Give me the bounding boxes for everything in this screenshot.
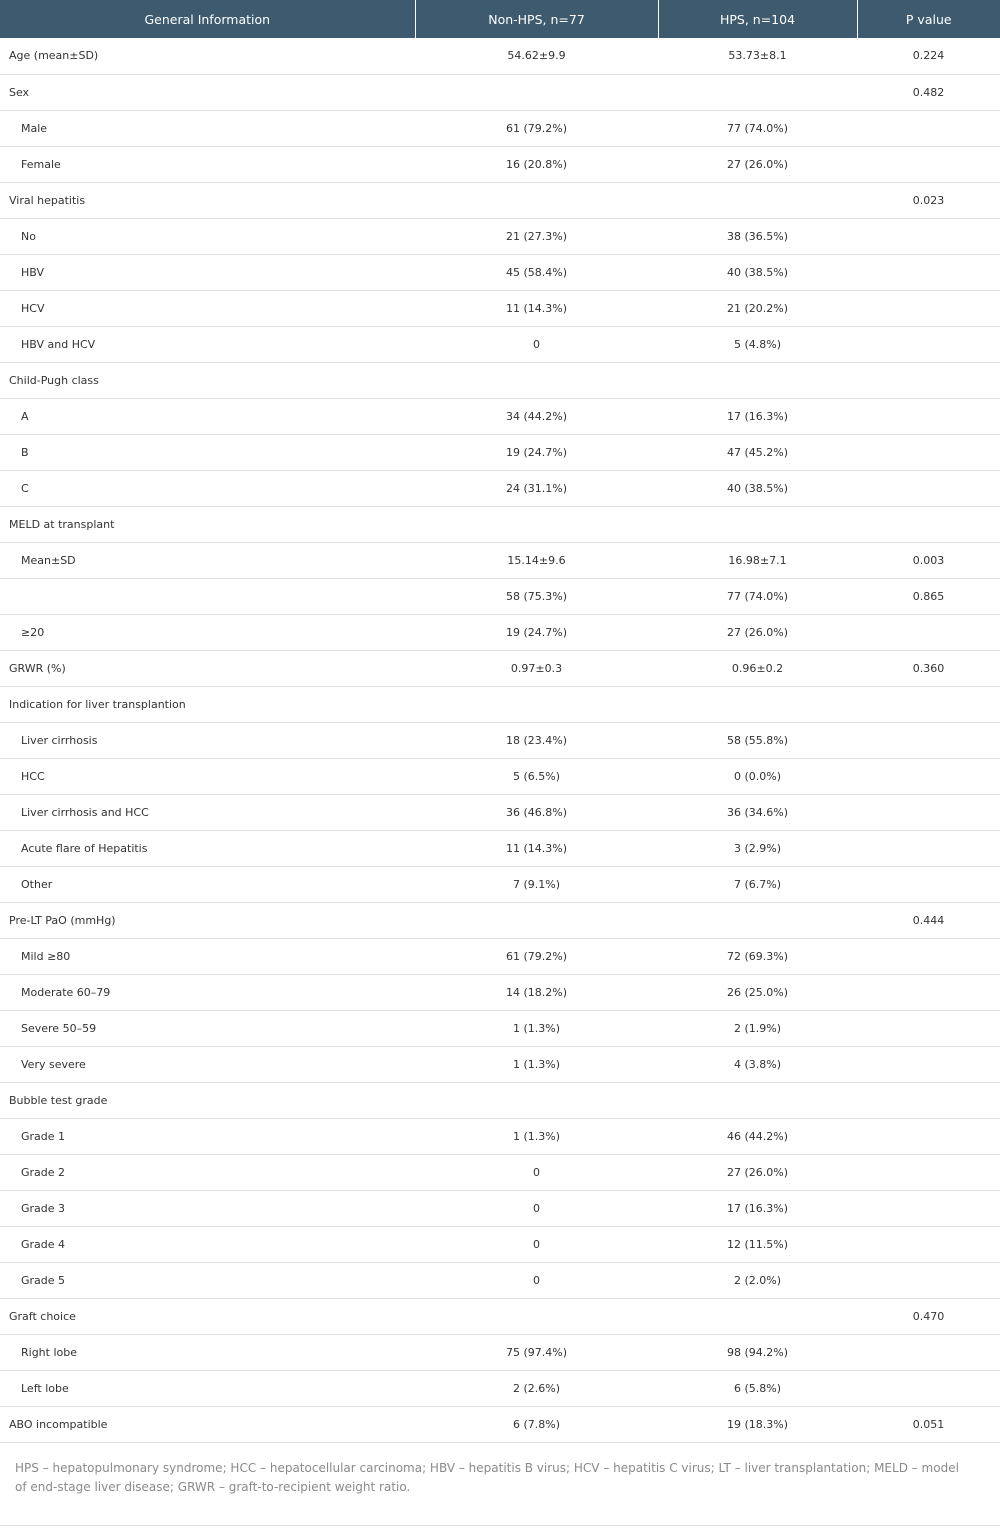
cell-non-hps: 21 (27.3%): [415, 218, 658, 254]
header-non-hps: Non-HPS, n=77: [415, 0, 658, 38]
cell-non-hps: [415, 686, 658, 722]
cell-non-hps: [415, 182, 658, 218]
table-row: [0, 1118, 1000, 1154]
table-row: [0, 146, 1000, 182]
cell-p-value: [857, 218, 1000, 254]
row-label: Liver cirrhosis: [0, 722, 415, 758]
row-label: C: [0, 470, 415, 506]
cell-hps: 16.98±7.1: [658, 542, 857, 578]
cell-non-hps: 1 (1.3%): [415, 1046, 658, 1082]
cell-hps: 0 (0.0%): [658, 758, 857, 794]
cell-p-value: [857, 1334, 1000, 1370]
cell-non-hps: 18 (23.4%): [415, 722, 658, 758]
cell-hps: 36 (34.6%): [658, 794, 857, 830]
cell-p-value: [857, 866, 1000, 902]
cell-non-hps: 11 (14.3%): [415, 830, 658, 866]
cell-non-hps: 0: [415, 1190, 658, 1226]
cell-hps: 12 (11.5%): [658, 1226, 857, 1262]
cell-p-value: [857, 830, 1000, 866]
cell-hps: 6 (5.8%): [658, 1370, 857, 1406]
cell-p-value: [857, 974, 1000, 1010]
cell-hps: [658, 182, 857, 218]
cell-non-hps: 16 (20.8%): [415, 146, 658, 182]
row-label: ≥20: [0, 614, 415, 650]
table-row: [0, 74, 1000, 110]
cell-p-value: [857, 938, 1000, 974]
table-row: [0, 1298, 1000, 1334]
row-label: HCV: [0, 290, 415, 326]
row-label: Left lobe: [0, 1370, 415, 1406]
row-label: [0, 578, 415, 614]
cell-non-hps: 14 (18.2%): [415, 974, 658, 1010]
row-label: Sex: [0, 74, 415, 110]
row-label: Graft choice: [0, 1298, 415, 1334]
table-row: [0, 398, 1000, 434]
cell-p-value: 0.023: [857, 182, 1000, 218]
cell-non-hps: [415, 1298, 658, 1334]
cell-non-hps: 36 (46.8%): [415, 794, 658, 830]
cell-p-value: [857, 326, 1000, 362]
cell-hps: 5 (4.8%): [658, 326, 857, 362]
cell-non-hps: [415, 362, 658, 398]
cell-p-value: [857, 1046, 1000, 1082]
cell-p-value: 0.482: [857, 74, 1000, 110]
row-label: HCC: [0, 758, 415, 794]
row-label: HBV and HCV: [0, 326, 415, 362]
cell-non-hps: 34 (44.2%): [415, 398, 658, 434]
cell-hps: 47 (45.2%): [658, 434, 857, 470]
table-row: [0, 506, 1000, 542]
cell-non-hps: 54.62±9.9: [507, 49, 566, 63]
row-label: ABO incompatible: [0, 1406, 415, 1442]
cell-non-hps: 0: [415, 1262, 658, 1298]
cell-hps: 58 (55.8%): [658, 722, 857, 758]
cell-non-hps: 75 (97.4%): [415, 1334, 658, 1370]
table-body: [0, 38, 1000, 1442]
table-row: [0, 1406, 1000, 1442]
row-label: Grade 1: [0, 1118, 415, 1154]
row-label: Moderate 60–79: [0, 974, 415, 1010]
table-row: [0, 902, 1000, 938]
table-row: [0, 470, 1000, 506]
header-p-value: P value: [857, 0, 1000, 38]
cell-hps: 3 (2.9%): [658, 830, 857, 866]
cell-hps: 2 (1.9%): [658, 1010, 857, 1046]
cell-p-value: [857, 290, 1000, 326]
table-row: [0, 614, 1000, 650]
cell-non-hps: 7 (9.1%): [415, 866, 658, 902]
cell-hps: 17 (16.3%): [658, 1190, 857, 1226]
cell-p-value: 0.360: [857, 650, 1000, 686]
cell-p-value: 0.051: [857, 1406, 1000, 1442]
cell-p-value: [857, 794, 1000, 830]
table-row: [0, 218, 1000, 254]
cell-hps: 27 (26.0%): [658, 614, 857, 650]
cell-hps: 7 (6.7%): [658, 866, 857, 902]
cell-p-value: 0.003: [857, 542, 1000, 578]
cell-p-value: [857, 146, 1000, 182]
cell-hps: 27 (26.0%): [658, 146, 857, 182]
row-label: Acute flare of Hepatitis: [0, 830, 415, 866]
cell-p-value: [857, 398, 1000, 434]
table-row: [0, 866, 1000, 902]
row-label: MELD at transplant: [0, 506, 415, 542]
cell-non-hps: 5 (6.5%): [415, 758, 658, 794]
table-row: [0, 1262, 1000, 1298]
row-label: Severe 50–59: [0, 1010, 415, 1046]
table-row: [0, 542, 1000, 578]
table-row: [0, 794, 1000, 830]
row-label: Age (mean±SD): [9, 49, 99, 63]
cell-non-hps: 61 (79.2%): [415, 938, 658, 974]
table-row: [0, 1334, 1000, 1370]
row-label: Other: [0, 866, 415, 902]
cell-hps: 21 (20.2%): [658, 290, 857, 326]
table-row: [0, 434, 1000, 470]
cell-hps: 46 (44.2%): [658, 1118, 857, 1154]
table-row: [0, 974, 1000, 1010]
table-row: [0, 686, 1000, 722]
cell-non-hps: 61 (79.2%): [415, 110, 658, 146]
cell-non-hps: 2 (2.6%): [415, 1370, 658, 1406]
cell-p-value: [857, 722, 1000, 758]
table-header: [0, 0, 1000, 38]
table-row: [0, 110, 1000, 146]
cell-hps: [658, 506, 857, 542]
table-row: [0, 362, 1000, 398]
cell-p-value: 0.865: [857, 578, 1000, 614]
cell-non-hps: 19 (24.7%): [415, 614, 658, 650]
table-row: [0, 1082, 1000, 1118]
header-row: [0, 0, 1000, 38]
cell-hps: 53.73±8.1: [728, 49, 787, 63]
cell-non-hps: 6 (7.8%): [415, 1406, 658, 1442]
cell-non-hps: 0: [415, 1226, 658, 1262]
table-row: [0, 938, 1000, 974]
cell-p-value: [857, 1226, 1000, 1262]
row-label: Mean±SD: [0, 542, 415, 578]
bottom-divider: [0, 1525, 1000, 1526]
cell-non-hps: [415, 74, 658, 110]
table-row: [0, 38, 1000, 74]
row-label: Grade 4: [0, 1226, 415, 1262]
header-hps: HPS, n=104: [658, 0, 857, 38]
cell-non-hps: [415, 1082, 658, 1118]
cell-p-value: [857, 1190, 1000, 1226]
cell-p-value: 0.224: [912, 49, 945, 63]
cell-hps: 40 (38.5%): [658, 470, 857, 506]
row-label: Grade 3: [0, 1190, 415, 1226]
cell-p-value: 0.470: [857, 1298, 1000, 1334]
cell-p-value: [857, 614, 1000, 650]
cell-non-hps: [415, 506, 658, 542]
row-label: Indication for liver transplantion: [0, 686, 415, 722]
cell-hps: 77 (74.0%): [658, 578, 857, 614]
row-label: Liver cirrhosis and HCC: [0, 794, 415, 830]
cell-non-hps: 1 (1.3%): [415, 1118, 658, 1154]
row-label: GRWR (%): [0, 650, 415, 686]
row-label: B: [0, 434, 415, 470]
row-label: Grade 2: [0, 1154, 415, 1190]
row-label: Viral hepatitis: [0, 182, 415, 218]
cell-non-hps: 15.14±9.6: [415, 542, 658, 578]
cell-p-value: [857, 470, 1000, 506]
cell-hps: [658, 902, 857, 938]
header-general-information: General Information: [0, 0, 415, 38]
table-row: [0, 1046, 1000, 1082]
cell-hps: [658, 686, 857, 722]
table-row: [0, 254, 1000, 290]
row-label: Mild ≥80: [0, 938, 415, 974]
cell-p-value: 0.444: [857, 902, 1000, 938]
table-footnote: HPS – hepatopulmonary syndrome; HCC – hepatocellular carcinoma; HBV – hepatitis B virus; HCV – hepatitis C virus; LT – liver transplantation; MELD – model of end-stage liver disease; GRWR – graft-to-recipient weight ratio.: [15, 1460, 959, 1494]
table-row: [0, 758, 1000, 794]
cell-hps: 0.96±0.2: [658, 650, 857, 686]
row-label: Right lobe: [0, 1334, 415, 1370]
row-label: No: [0, 218, 415, 254]
cell-hps: [658, 1298, 857, 1334]
table-row: [0, 290, 1000, 326]
row-label: Female: [0, 146, 415, 182]
cell-hps: 72 (69.3%): [658, 938, 857, 974]
cell-non-hps: 1 (1.3%): [415, 1010, 658, 1046]
cell-non-hps: 11 (14.3%): [415, 290, 658, 326]
cell-non-hps: 58 (75.3%): [415, 578, 658, 614]
table-row: [0, 1370, 1000, 1406]
cell-hps: 77 (74.0%): [658, 110, 857, 146]
row-label: Grade 5: [0, 1262, 415, 1298]
cell-hps: 27 (26.0%): [658, 1154, 857, 1190]
cell-non-hps: 19 (24.7%): [415, 434, 658, 470]
cell-hps: 98 (94.2%): [658, 1334, 857, 1370]
cell-p-value: [857, 1010, 1000, 1046]
row-label: Male: [0, 110, 415, 146]
table-row: [0, 830, 1000, 866]
table-row: [0, 1154, 1000, 1190]
table-row: [0, 1190, 1000, 1226]
cell-p-value: [857, 254, 1000, 290]
row-label: Very severe: [0, 1046, 415, 1082]
cell-p-value: [857, 1370, 1000, 1406]
row-label: A: [0, 398, 415, 434]
cell-p-value: [857, 1082, 1000, 1118]
cell-hps: 2 (2.0%): [658, 1262, 857, 1298]
row-label: HBV: [0, 254, 415, 290]
cell-hps: 26 (25.0%): [658, 974, 857, 1010]
cell-p-value: [857, 1118, 1000, 1154]
cell-hps: [658, 1082, 857, 1118]
cell-p-value: [857, 686, 1000, 722]
cell-hps: 40 (38.5%): [658, 254, 857, 290]
table-row: [0, 1226, 1000, 1262]
table-row: [0, 326, 1000, 362]
cell-hps: 4 (3.8%): [658, 1046, 857, 1082]
table-row: [0, 182, 1000, 218]
cell-p-value: [857, 1154, 1000, 1190]
cell-hps: 19 (18.3%): [658, 1406, 857, 1442]
table-row: [0, 1010, 1000, 1046]
cell-non-hps: 24 (31.1%): [415, 470, 658, 506]
cell-p-value: [857, 434, 1000, 470]
cell-p-value: [857, 110, 1000, 146]
cell-non-hps: 0: [415, 326, 658, 362]
row-label: Child-Pugh class: [0, 362, 415, 398]
table-row: [0, 722, 1000, 758]
cell-p-value: [857, 1262, 1000, 1298]
cell-p-value: [857, 506, 1000, 542]
cell-hps: 38 (36.5%): [658, 218, 857, 254]
cell-non-hps: 0: [415, 1154, 658, 1190]
cell-non-hps: 0.97±0.3: [415, 650, 658, 686]
cell-p-value: [857, 758, 1000, 794]
cell-non-hps: [415, 902, 658, 938]
cell-hps: [658, 362, 857, 398]
table-row: [0, 578, 1000, 614]
row-label: Bubble test grade: [0, 1082, 415, 1118]
cell-non-hps: 45 (58.4%): [415, 254, 658, 290]
cell-hps: 17 (16.3%): [658, 398, 857, 434]
row-label: Pre-LT PaO (mmHg): [0, 902, 415, 938]
table-row: [0, 650, 1000, 686]
cell-p-value: [857, 362, 1000, 398]
cell-hps: [658, 74, 857, 110]
